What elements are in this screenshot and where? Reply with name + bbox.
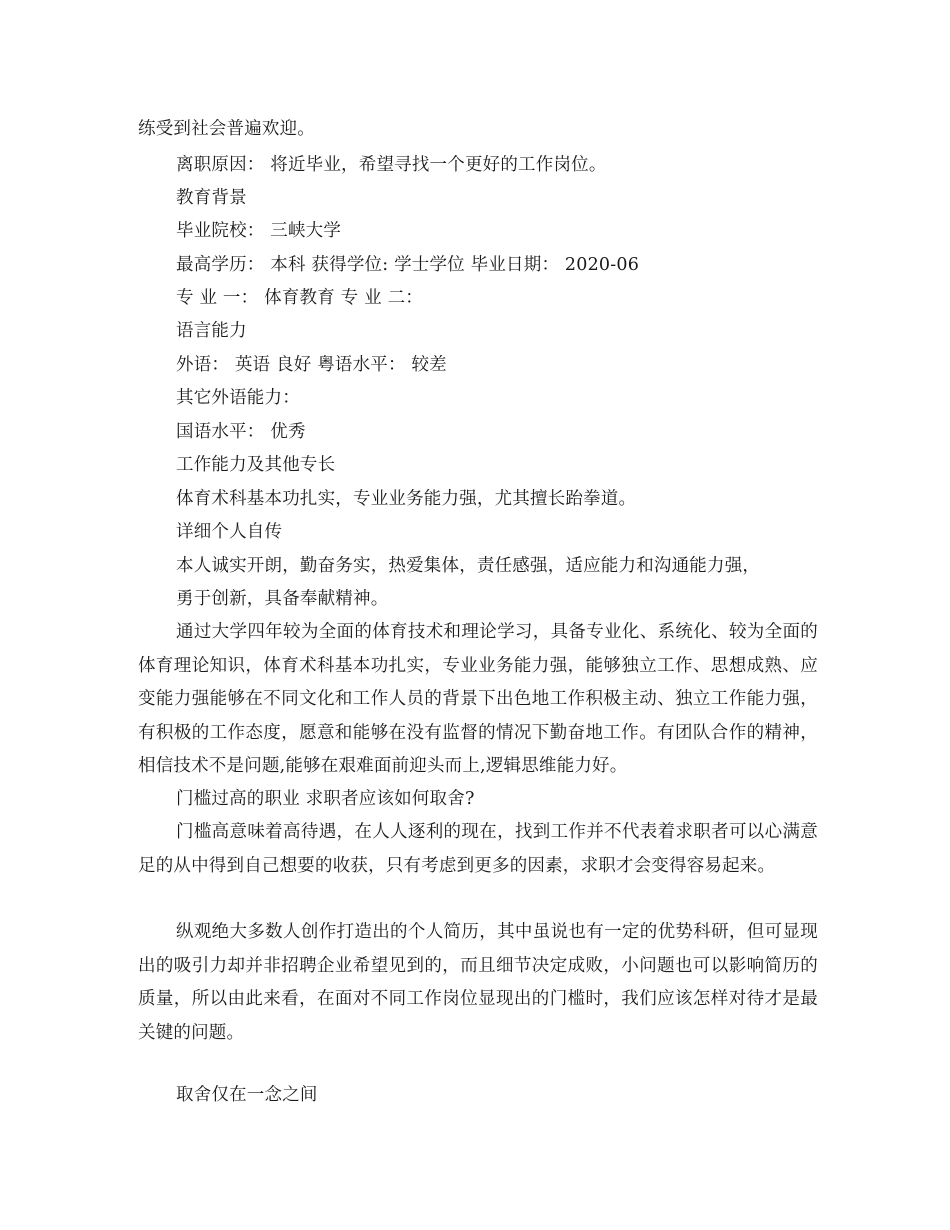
graduation-school: 毕业院校： 三峡大学: [176, 221, 342, 241]
section-heading-autobiography: 详细个人自传: [176, 522, 283, 542]
section-heading-language: 语言能力: [176, 321, 247, 341]
skills-text: 体育术科基本功扎实，专业业务能力强，尤其擅长跆拳道。: [176, 489, 637, 509]
education-degree: 最高学历： 本科 获得学位: 学士学位 毕业日期： 2020-06: [176, 255, 640, 275]
leave-reason: 离职原因： 将近毕业，希望寻找一个更好的工作岗位。: [176, 155, 607, 175]
mandarin-level: 国语水平： 优秀: [176, 422, 306, 442]
heading-choice: 取舍仅在一念之间: [176, 1085, 318, 1105]
text-line: 练受到社会普遍欢迎。: [138, 119, 315, 139]
section-heading-education: 教育背景: [176, 188, 247, 208]
paragraph-resume: 纵观绝大多数人创作打造出的个人简历，其中虽说也有一定的优势科研，但可显现出的吸引力却并非招聘企业希望见到的，而且细节决定成败，小问题也可以影响简历的质量，所以由此来看，在面对不同工作岗位显现出的门槛时，我们应该怎样对待才是最关键的问题。: [138, 922, 818, 1043]
autobiography-line: 本人诚实开朗，勤奋务实，热爱集体，责任感强，适应能力和沟通能力强，: [176, 556, 761, 576]
autobiography-line: 勇于创新，具备奉献精神。: [176, 589, 389, 609]
paragraph-study: 通过大学四年较为全面的体育技术和理论学习，具备专业化、系统化、较为全面的体育理论知识，体育术科基本功扎实，专业业务能力强，能够独立工作、思想成熟、应变能力强能够在不同文化和工作人员的背景下出色地工作积极主动、独立工作能力强，有积极的工作态度，愿意和能够在没有监督的情况下勤奋地工作。有团队合作的精神，相信技术不是问题,能够在艰难面前迎头而上,逻辑思维能力好。: [138, 622, 818, 776]
major: 专 业 一： 体育教育 专 业 二：: [176, 288, 423, 308]
foreign-language: 外语： 英语 良好 粤语水平： 较差: [176, 355, 447, 375]
heading-threshold: 门槛过高的职业 求职者应该如何取舍?: [176, 789, 475, 809]
other-language: 其它外语能力：: [176, 388, 300, 408]
section-heading-skills: 工作能力及其他专长: [176, 455, 336, 475]
paragraph-threshold: 门槛高意味着高待遇，在人人逐利的现在，找到工作并不代表着求职者可以心满意足的从中得到自己想要的收获，只有考虑到更多的因素，求职才会变得容易起来。: [138, 822, 818, 876]
